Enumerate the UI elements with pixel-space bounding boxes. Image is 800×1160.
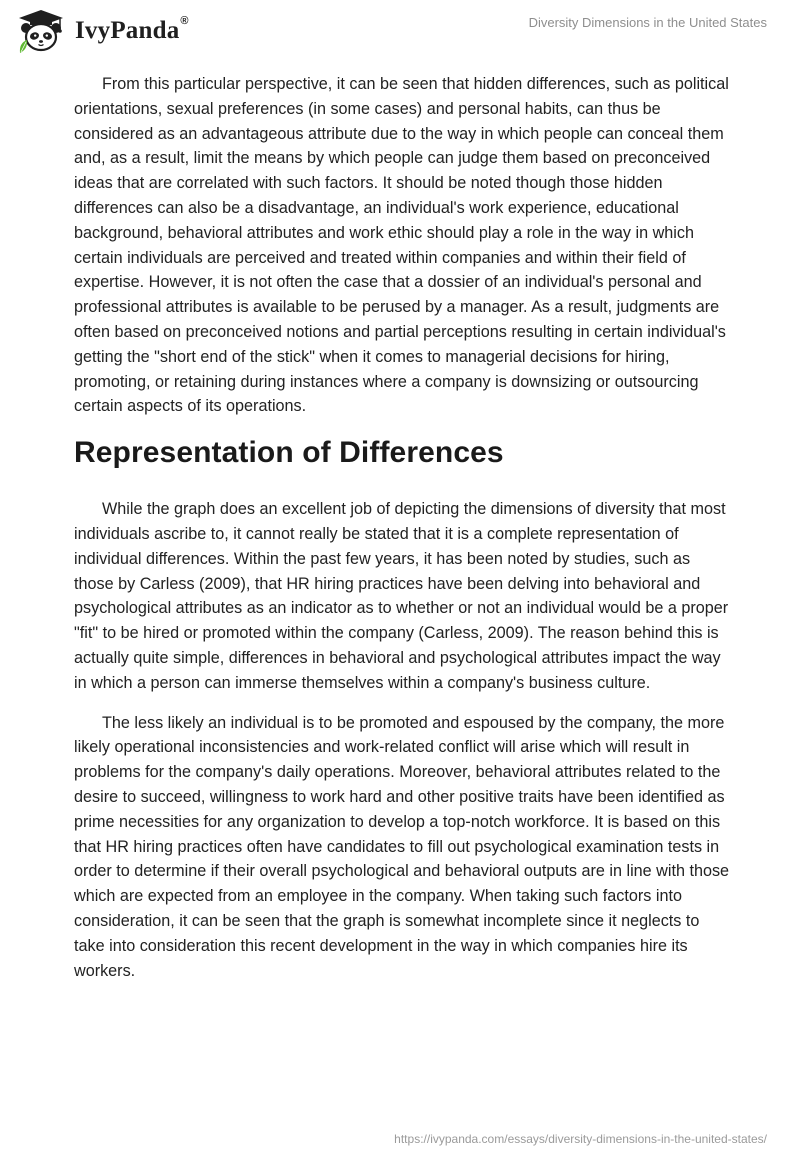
document-title: Diversity Dimensions in the United States: [528, 15, 767, 30]
section-paragraph-1: While the graph does an excellent job of depicting the dimensions of diversity that most individuals ascribe to, it cannot really be stated that it is a complete representation of individual differences. Within the past few years, it has been noted by studies, such as those by Carless (2009), that HR hiring practices have been delving into behavioral and psychological attributes as an indicator as to whether or not an individual would be a proper "fit" to be hired or promoted within the company (Carless, 2009). The reason behind this is actually quite simple, differences in behavioral and psychological attributes impact the way in which a person can immerse themselves within a company's business culture.: [74, 500, 729, 692]
registered-mark: ®: [180, 15, 189, 27]
article-content: [74, 72, 734, 983]
section-paragraph-2: The less likely an individual is to be promoted and espoused by the company, the more likely operational inconsistencies and work-related conflict will arise which will result in problems for the company's daily operations. Moreover, behavioral attributes related to the desire to succeed, willingness to work hard and other positive traits have been identified as prime necessities for any organization to develop a top-notch workforce. It is based on this that HR hiring practices often have candidates to fill out psychological examination tests in order to determine if their overall psychological and behavioral outputs are in line with those which are expected from an employee in the company. When taking such factors into consideration, it can be seen that the graph is somewhat incomplete since it neglects to take into consideration this recent development in the way in which companies hire its workers.: [74, 713, 730, 980]
section-heading: Representation of Differences: [74, 436, 504, 470]
footer-url[interactable]: https://ivypanda.com/essays/diversity-dimensions-in-the-united-states/: [394, 1132, 767, 1146]
panda-graduate-icon: [16, 9, 66, 55]
ivypanda-logo[interactable]: [16, 9, 189, 55]
brand-name: IvyPanda®: [75, 15, 189, 44]
page-header: [0, 0, 800, 64]
intro-paragraph: From this particular perspective, it can be seen that hidden differences, such as political orientations, sexual preferences (in some cases) and personal habits, can thus be considered as an advantageous attribute due to the way in which people can conceal them and, as a result, limit the means by which people can judge them based on preconceived ideas that are correlated with such factors. It should be noted though those hidden differences can also be a disadvantage, an individual's work experience, educational background, behavioral attributes and work ethic should play a role in the way in which certain individuals are perceived and treated within companies and within their field of expertise. However, it is not often the case that a dossier of an individual's personal and professional attributes is available to be perused by a manager. As a result, judgments are often based on preconceived notions and partial perceptions resulting in certain individual's getting the "short end of the stick" when it comes to managerial decisions for hiring, promoting, or retaining during instances where a company is downsizing or outsourcing certain aspects of its operations.: [74, 75, 729, 416]
